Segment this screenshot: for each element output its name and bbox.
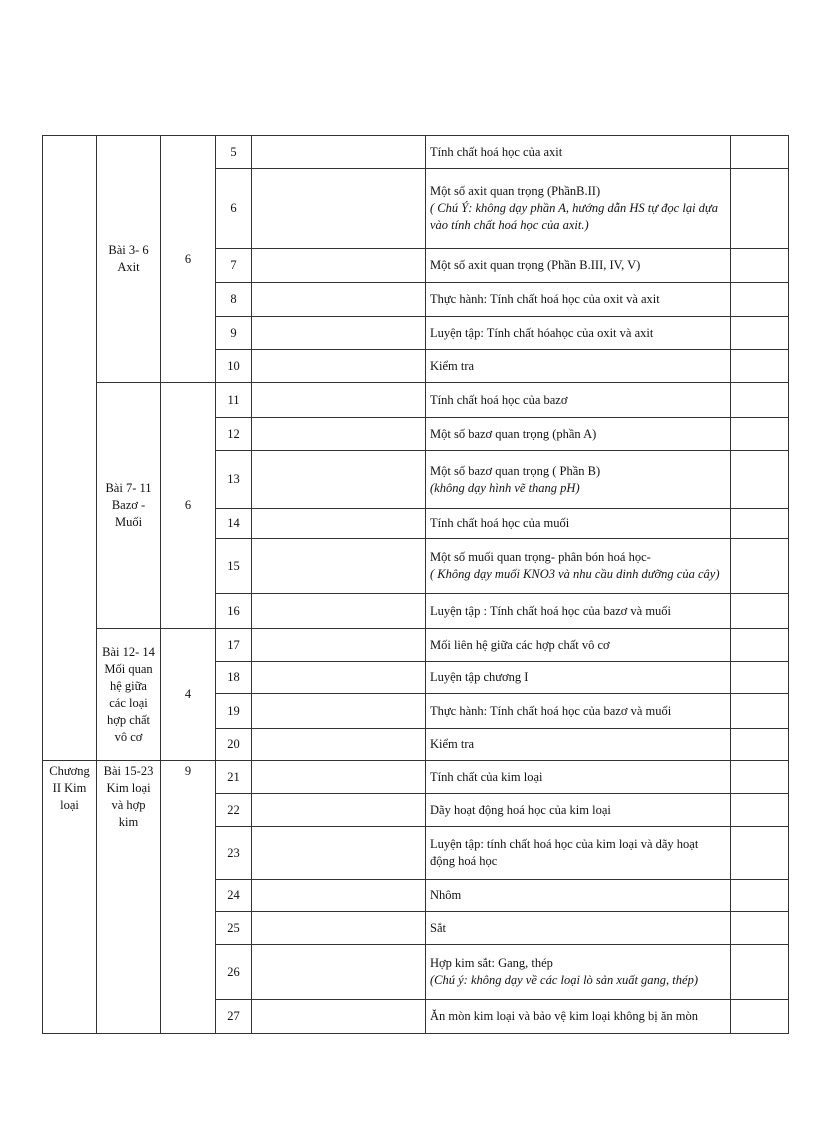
lesson-cell: Bài 7- 11 Bazơ - Muối [97, 383, 161, 629]
period-number: 24 [216, 880, 252, 912]
topic-cell: Thực hành: Tính chất hoá học của bazơ và muối [426, 694, 731, 729]
blank-cell [252, 169, 426, 249]
period-number: 21 [216, 761, 252, 794]
topic-cell: Nhôm [426, 880, 731, 912]
topic-cell: Dãy hoạt động hoá học của kim loại [426, 794, 731, 827]
topic-cell: Một số bazơ quan trọng (phần A) [426, 418, 731, 451]
blank-cell [252, 1000, 426, 1034]
topic-note: ( Chú Ý: không dạy phần A, hướng dẫn HS tự đọc lại dựa vào tính chất hoá học của axit.) [430, 201, 718, 232]
blank-cell [252, 694, 426, 729]
note-cell [731, 283, 789, 317]
chapter-cell: Chương II Kim loại [43, 761, 97, 1034]
topic-cell: Một số bazơ quan trọng ( Phần B) (không dạy hình vẽ thang pH) [426, 451, 731, 509]
blank-cell [252, 794, 426, 827]
period-number: 7 [216, 249, 252, 283]
period-number: 11 [216, 383, 252, 418]
note-cell [731, 249, 789, 283]
blank-cell [252, 729, 426, 761]
period-number: 13 [216, 451, 252, 509]
note-cell [731, 662, 789, 694]
period-number: 5 [216, 136, 252, 169]
periods-cell: 6 [161, 136, 216, 383]
blank-cell [252, 539, 426, 594]
blank-cell [252, 509, 426, 539]
blank-cell [252, 827, 426, 880]
note-cell [731, 629, 789, 662]
period-number: 12 [216, 418, 252, 451]
topic-cell: Mối liên hệ giữa các hợp chất vô cơ [426, 629, 731, 662]
curriculum-table [42, 135, 789, 1034]
period-number: 22 [216, 794, 252, 827]
note-cell [731, 729, 789, 761]
blank-cell [252, 451, 426, 509]
topic-note: (Chú ý: không dạy về các loại lò sản xuất gang, thép) [430, 973, 698, 987]
lesson-cell: Bài 15-23 Kim loại và hợp kim [97, 761, 161, 1034]
note-cell [731, 945, 789, 1000]
period-number: 16 [216, 594, 252, 629]
blank-cell [252, 880, 426, 912]
period-number: 18 [216, 662, 252, 694]
period-number: 25 [216, 912, 252, 945]
topic-cell: Kiểm tra [426, 729, 731, 761]
topic-note: ( Không dạy muối KNO3 và nhu cầu dinh dưỡng của cây) [430, 567, 720, 581]
lesson-cell: Bài 3- 6 Axit [97, 136, 161, 383]
blank-cell [252, 662, 426, 694]
note-cell [731, 880, 789, 912]
note-cell [731, 317, 789, 350]
topic-cell: Kiểm tra [426, 350, 731, 383]
topic-cell: Một số axit quan trọng (Phần B.III, IV, V) [426, 249, 731, 283]
topic-cell: Tính chất của kim loại [426, 761, 731, 794]
note-cell [731, 694, 789, 729]
table-row [43, 383, 789, 418]
note-cell [731, 761, 789, 794]
blank-cell [252, 594, 426, 629]
note-cell [731, 912, 789, 945]
blank-cell [252, 945, 426, 1000]
note-cell [731, 169, 789, 249]
topic-cell: Luyện tập chương I [426, 662, 731, 694]
topic-cell: Tính chất hoá học của muối [426, 509, 731, 539]
blank-cell [252, 418, 426, 451]
period-number: 10 [216, 350, 252, 383]
topic-cell: Luyện tập : Tính chất hoá học của bazơ và muối [426, 594, 731, 629]
topic-cell: Tính chất hoá học của axit [426, 136, 731, 169]
period-number: 23 [216, 827, 252, 880]
period-number: 6 [216, 169, 252, 249]
periods-cell: 9 [161, 761, 216, 1034]
note-cell [731, 794, 789, 827]
topic-cell: Tính chất hoá học của bazơ [426, 383, 731, 418]
blank-cell [252, 912, 426, 945]
topic-cell: Luyện tập: tính chất hoá học của kim loại và dãy hoạt động hoá học [426, 827, 731, 880]
topic-cell: Hợp kim sắt: Gang, thép (Chú ý: không dạy về các loại lò sản xuất gang, thép) [426, 945, 731, 1000]
table-row [43, 761, 789, 794]
blank-cell [252, 249, 426, 283]
period-number: 8 [216, 283, 252, 317]
topic-cell: Luyện tập: Tính chất hóahọc của oxit và axit [426, 317, 731, 350]
lesson-cell: Bài 12- 14 Mối quan hệ giữa các loại hợp chất vô cơ [97, 629, 161, 761]
topic-cell: Ăn mòn kim loại và bảo vệ kim loại không bị ăn mòn [426, 1000, 731, 1034]
topic-cell: Một số muối quan trọng- phân bón hoá học- ( Không dạy muối KNO3 và nhu cầu dinh dưỡng của cây) [426, 539, 731, 594]
blank-cell [252, 350, 426, 383]
blank-cell [252, 383, 426, 418]
chapter-cell-empty [43, 136, 97, 761]
period-number: 15 [216, 539, 252, 594]
blank-cell [252, 136, 426, 169]
period-number: 19 [216, 694, 252, 729]
note-cell [731, 594, 789, 629]
period-number: 17 [216, 629, 252, 662]
note-cell [731, 451, 789, 509]
period-number: 9 [216, 317, 252, 350]
note-cell [731, 136, 789, 169]
topic-cell: Một số axit quan trọng (PhầnB.II) ( Chú Ý: không dạy phần A, hướng dẫn HS tự đọc lại dựa vào tính chất hoá học của axit.) [426, 169, 731, 249]
period-number: 20 [216, 729, 252, 761]
note-cell [731, 827, 789, 880]
note-cell [731, 383, 789, 418]
blank-cell [252, 283, 426, 317]
period-number: 27 [216, 1000, 252, 1034]
table-row [43, 629, 789, 662]
note-cell [731, 539, 789, 594]
table-row [43, 136, 789, 169]
note-cell [731, 1000, 789, 1034]
blank-cell [252, 761, 426, 794]
note-cell [731, 509, 789, 539]
period-number: 14 [216, 509, 252, 539]
topic-cell: Sắt [426, 912, 731, 945]
periods-cell: 6 [161, 383, 216, 629]
blank-cell [252, 317, 426, 350]
period-number: 26 [216, 945, 252, 1000]
note-cell [731, 418, 789, 451]
blank-cell [252, 629, 426, 662]
periods-cell: 4 [161, 629, 216, 761]
topic-cell: Thực hành: Tính chất hoá học của oxit và axit [426, 283, 731, 317]
note-cell [731, 350, 789, 383]
topic-note: (không dạy hình vẽ thang pH) [430, 480, 580, 495]
